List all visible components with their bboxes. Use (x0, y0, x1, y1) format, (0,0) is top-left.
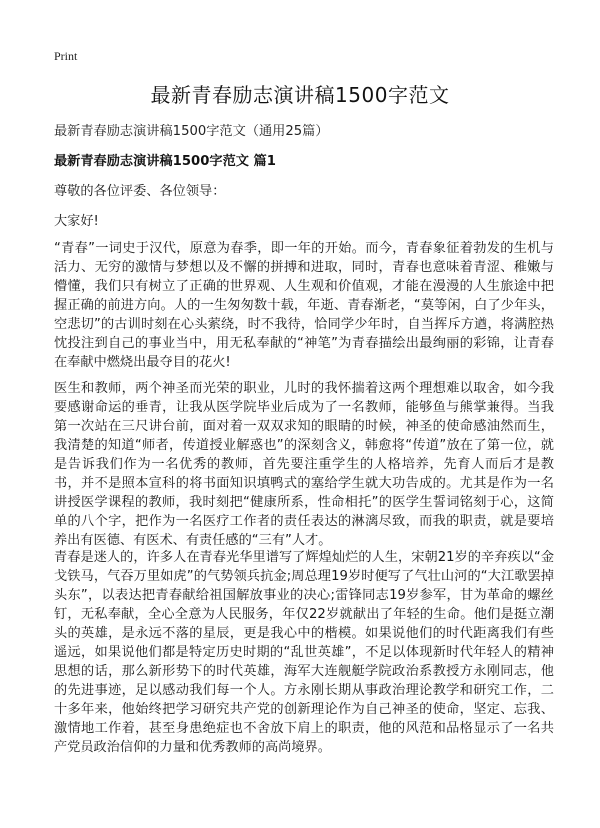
paragraph-1: “青春”一词史于汉代，原意为春季，即一年的开始。而今，青春象征着勃发的生机与活力、无穷的激情与梦想以及不懈的拼搏和进取，同时，青春也意味着青涩、稚嫩与懵懂，我们只有树立了正确的世界观、人生观和价值观，才能在漫漫的人生旅途中把握正确的前进方向。人的一生匆匆数十载，年逝、青春渐老，“莫等闲，白了少年头，空悲切”的古训时刻在心头萦绕，时不我待，恰同学少年时，自当挥斥方遒，将满腔热忱投注到自己的事业当中，用无私奉献的“神笔”为青春描绘出最绚丽的彩锦，让青春在奉献中燃烧出最夺目的花火! (54, 241, 554, 370)
paragraph-2: 医生和教师，两个神圣而光荣的职业，儿时的我怀揣着这两个理想难以取舍，如今我要感谢命运的垂青，让我从医学院毕业后成为了一名教师，能够鱼与熊掌兼得。当我第一次站在三尺讲台前，面对着一双双求知的眼睛的时候，神圣的使命感油然而生，我清楚的知道“师者，传道授业解惑也”的深刻含义，韩愈将“传道”放在了第一位，就是告诉我们作为一名优秀的教师，首先要注重学生的人格培养，先育人而后才是教书，并不是照本宣科的将书面知识填鸭式的塞给学生就大功告成的。尤其是作为一名讲授医学课程的教师，我时刻把“健康所系，性命相托”的医学生誓词铭刻于心，这简单的八个字，把作为一名医疗工作者的责任表达的淋漓尽致，而我的职责，就是要培养出有医德、有医术、有责任感的“三有”人才。 (54, 381, 554, 548)
section-heading: 最新青春励志演讲稿1500字范文 篇1 (54, 154, 276, 169)
salutation: 尊敬的各位评委、各位领导： (54, 184, 226, 199)
paragraph-3: 青春是迷人的，许多人在青春光华里谱写了辉煌灿烂的人生，宋朝21岁的辛弃疾以“金戈铁马，气吞万里如虎”的气势领兵抗金;周总理19岁时便写了气壮山河的“大江歌罢掉头东”，以表达把青春献给祖国解放事业的决心;雷锋同志19岁参军，甘为革命的螺丝钉，无私奉献，全心全意为人民服务，年仅22岁就献出了年轻的生命。他们是挺立潮头的英雄，是永远不落的星辰，更是我心中的楷模。如果说他们的时代距离我们有些遥远，如果说他们都是特定历史时期的“乱世英雄”，不足以体现新时代年轻人的精神思想的话，那么新形势下的时代英雄，海军大连舰艇学院政治系教授方永刚同志，他的先进事迹，足以感动我们每一个人。方永刚长期从事政治理论教学和研究工作，二十多年来，他始终把学习研究共产党的创新理论作为自己神圣的使命，坚定、忘我、激情地工作着，甚至身患绝症也不舍放下肩上的职责，他的风范和品格显示了一名共产党员政治信仰的力量和优秀教师的高尚境界。 (54, 550, 554, 755)
document-title: 最新青春励志演讲稿1500字范文 (150, 83, 450, 107)
document-subtitle: 最新青春励志演讲稿1500字范文（通用25篇） (54, 124, 329, 139)
greeting: 大家好! (54, 214, 99, 229)
print-label[interactable]: Print (54, 49, 78, 63)
